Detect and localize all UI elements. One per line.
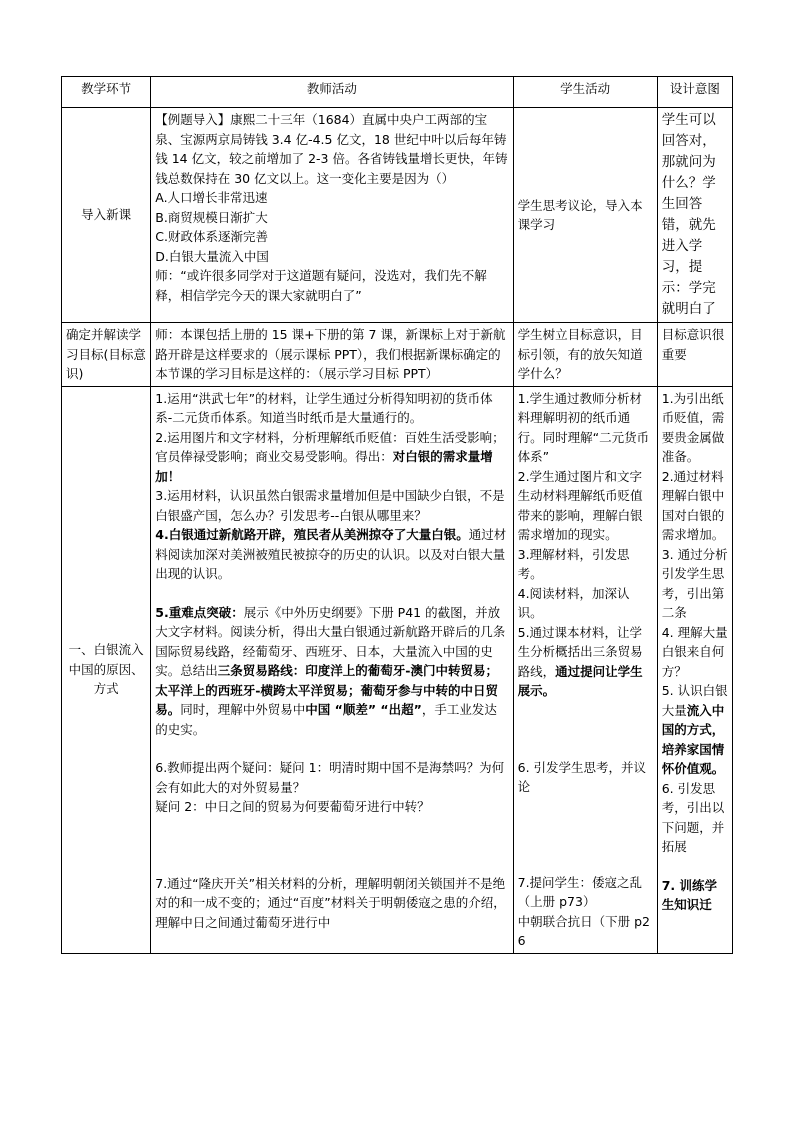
row-goals: [62, 323, 733, 387]
student-intro: 学生思考议论，导入本课学习: [513, 108, 657, 323]
teacher-step-4: 4.白银通过新航路开辟，殖民者从美洲掠夺了大量白银。通过材料阅读加深对美洲被殖民被掠夺的历史的认识。以及对白银大量出现的认识。: [155, 527, 507, 581]
header-intent: 设计意图: [657, 77, 732, 108]
header-teacher: 教师活动: [151, 77, 513, 108]
teacher-step-2: 2.运用图片和文字材料，分析理解纸币贬值：百姓生活受影响；官员俸禄受影响；商业交易受影响。得出：对白银的需求量增加！: [155, 429, 505, 484]
teacher-remark: 师：“或许很多同学对于这道题有疑问，没选对，我们先不解释，相信学完今天的课大家就明白了”: [155, 268, 487, 303]
header-row: [62, 77, 733, 108]
row-intro: [62, 108, 733, 323]
student-step-1: 1.学生通过教师分析材料理解明初的纸币通行。同时理解“二元货币体系”: [517, 390, 650, 464]
teacher-step-6: 6.教师提出两个疑问：疑问 1：明清时期中国不是海禁吗？为何会有如此大的对外贸易量？: [155, 760, 505, 795]
intent-step-2: 2.通过材料理解白银中国对白银的需求增加。: [661, 468, 725, 542]
student-silver: [513, 386, 657, 953]
option-b: B.商贸规模日渐扩大: [155, 209, 268, 225]
lesson-plan-table: [61, 76, 733, 954]
intent-intro: 学生可以回答对，那就问为什么？学生回答错，就先进入学习，提示：学完就明白了: [657, 108, 732, 323]
intent-step-3: 3. 通过分析引发学生思考，引出第二条: [661, 546, 728, 620]
stage-goals: 确定并解读学习目标(目标意识): [62, 323, 151, 387]
teacher-goals: 师：本课包括上册的 15 课+下册的第 7 课，新课标上对于新航路开辟是这样要求的（展示课标 PPT），我们根据新课标确定的本节课的学习目标是这样的：（展示学习目标 PPT）: [151, 323, 513, 387]
student-step-4: 4.阅读材料，加深认识。: [517, 585, 630, 620]
intro-question: 【例题导入】康熙二十三年（1684）直属中央户工两部的宝泉、宝源两京局铸钱 3.4 亿-4.5 亿文，18 世纪中叶以后每年铸钱 14 亿文，较之前增加了 2-3 倍。各省铸钱量增长更快，年铸钱总数保持在 30 亿文以上。这一变化主要是因为（）: [155, 112, 508, 186]
student-step-7b: 中朝联合抗日（下册 p26: [517, 913, 650, 948]
student-step-6: 6. 引发学生思考，并议论: [517, 759, 647, 794]
intent-silver: [657, 386, 732, 953]
student-step-7: 7.提问学生：倭寇之乱（上册 p73）: [517, 874, 643, 909]
intent-step-4: 4. 理解大量白银来自何方？: [661, 624, 728, 679]
intent-step-6: 6. 引发思考，引出以下问题，并拓展: [661, 780, 725, 854]
student-step-5: 5.通过课本材料，让学生分析概括出三条贸易路线，通过提问让学生展示。: [517, 624, 643, 698]
header-student: 学生活动: [513, 77, 657, 108]
teacher-step-3: 3.运用材料，认识虽然白银需求量增加但是中国缺少白银，不是白银盛产国，怎么办？引发思考--白银从哪里来？: [155, 488, 505, 523]
teacher-silver: [151, 386, 513, 953]
option-d: D.白银大量流入中国: [155, 248, 269, 264]
student-step-2: 2.学生通过图片和文字生动材料理解纸币贬值带来的影响，理解白银需求增加的现实。: [517, 468, 643, 542]
student-step-3: 3.理解材料，引发思考。: [517, 546, 630, 581]
teacher-step-1: 1.运用“洪武七年”的材料，让学生通过分析得知明初的货币体系-二元货币体系。知道当时纸币是大量通行的。: [155, 390, 493, 425]
stage-silver: 一、白银流入中国的原因、方式: [62, 386, 151, 953]
teacher-intro: [151, 108, 513, 323]
teacher-step-7: 7.通过“隆庆开关”相关材料的分析，理解明朝闭关锁国并不是绝对的和一成不变的；通过“百度”材料关于明朝倭寇之患的介绍，理解中日之间通过葡萄牙进行中: [155, 875, 506, 930]
intent-step-7: 7. 训练学生知识迁: [661, 877, 718, 912]
teacher-step-5: 5.重难点突破：展示《中外历史纲要》下册 P41 的截图，并放大文字材料。阅读分析，得出大量白银通过新航路开辟后的几条国际贸易线路，经葡萄牙、西班牙、日本，大量流入中国的史实。总结出三条贸易路线：印度洋上的葡萄牙-澳门中转贸易；太平洋上的西班牙-横跨太平洋贸易；葡萄牙参与中转的中日贸易。同时，理解中外贸易中中国 “顺差” “出超”，手工业发达的史实。: [155, 604, 506, 737]
header-stage: 教学环节: [62, 77, 151, 108]
stage-intro: 导入新课: [62, 108, 151, 323]
intent-step-1: 1.为引出纸币贬值，需要贵金属做准备。: [661, 390, 725, 464]
option-a: A.人口增长非常迅速: [155, 190, 268, 205]
teacher-step-6b: 疑问 2：中日之间的贸易为何要葡萄牙进行中转？: [155, 799, 430, 814]
row-silver: [62, 386, 733, 953]
intent-step-5: 5. 认识白银大量流入中国的方式，培养家国情怀价值观。: [661, 683, 728, 776]
student-goals: 学生树立目标意识，目标引领，有的放矢知道学什么？: [513, 323, 657, 387]
option-c: C.财政体系逐渐完善: [155, 229, 268, 244]
intent-goals: 目标意识很重要: [657, 323, 732, 387]
